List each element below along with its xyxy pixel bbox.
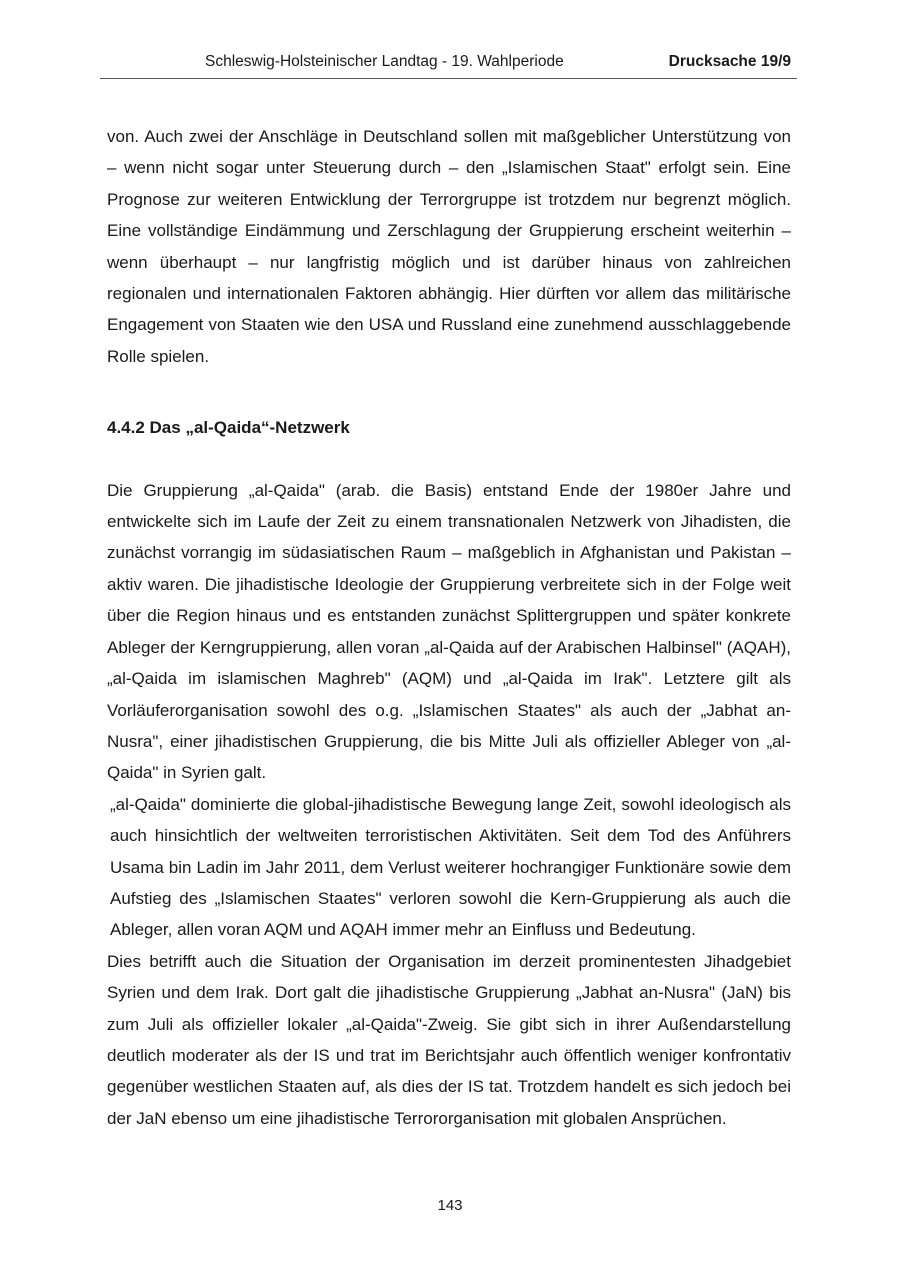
paragraph-3: „al-Qaida" dominierte die global-jihadistische Bewegung lange Zeit, sowohl ideologisch als auch hinsichtlich der weltweiten terroristischen Aktivitäten. Seit dem Tod des Anführers Usama bin Ladin im Jahr 2011, dem Verlust weiterer hochrangiger Funktionäre sowie dem Aufstieg des „Islamischen Staates" verloren sowohl die Kern-Gruppierung als auch die Ableger, allen voran AQM und AQAH immer mehr an Einfluss und Bedeutung. <box>110 794 791 940</box>
document-body <box>107 121 791 1134</box>
header-doc-number: Drucksache 19/9 <box>668 53 791 70</box>
page-number: 143 <box>437 1197 463 1214</box>
paragraph-4: Dies betrifft auch die Situation der Organisation im derzeit prominentesten Jihadgebiet Syrien und dem Irak. Dort galt die jihadistische Gruppierung „Jabhat an-Nusra" (JaN) bis zum Juli als offizieller lokaler „al-Qaida"-Zweig. Sie gibt sich in ihrer Außendarstellung deutlich moderater als der IS und trat im Berichtsjahr auch öffentlich weniger konfrontativ gegenüber westlichen Staaten auf, als dies der IS tat. Trotzdem handelt es sich jedoch bei der JaN ebenso um eine jihadistische Terrororganisation mit globalen Ansprüchen. <box>107 951 791 1128</box>
section-heading: 4.4.2 Das „al-Qaida“-Netzwerk <box>107 418 350 438</box>
page-header <box>100 46 797 79</box>
paragraph-2: Die Gruppierung „al-Qaida" (arab. die Basis) entstand Ende der 1980er Jahre und entwickelte sich im Laufe der Zeit zu einem transnationalen Netzwerk von Jihadisten, die zunächst vorrangig im südasiatischen Raum – maßgeblich in Afghanistan und Pakistan – aktiv waren. Die jihadistische Ideologie der Gruppierung verbreitete sich in der Folge weit über die Region hinaus und es entstanden zunächst Splittergruppen und später konkrete Ableger der Kerngruppierung, allen voran „al-Qaida auf der Arabischen Halbinsel" (AQAH), „al-Qaida im islamischen Maghreb" (AQM) und „al-Qaida im Irak". Letztere gilt als Vorläuferorganisation sowohl des o.g. „Islamischen Staates" als auch der „Jabhat an-Nusra", einer jihadistischen Gruppierung, die bis Mitte Juli als offizieller Ableger von „al-Qaida" in Syrien galt. <box>107 480 791 783</box>
header-title: Schleswig-Holsteinischer Landtag - 19. Wahlperiode <box>205 53 564 70</box>
paragraph-1: von. Auch zwei der Anschläge in Deutschland sollen mit maßgeblicher Unterstützung von – wenn nicht sogar unter Steuerung durch – den „Islamischen Staat" erfolgt sein. Eine Prognose zur weiteren Entwicklung der Terrorgruppe ist trotzdem nur begrenzt möglich. Eine vollständige Eindämmung und Zerschlagung der Gruppierung erscheint weiterhin – wenn überhaupt – nur langfristig möglich und ist darüber hinaus von zahlreichen regionalen und internationalen Faktoren abhängig. Hier dürften vor allem das militärische Engagement von Staaten wie den USA und Russland eine zunehmend ausschlaggebende Rolle spielen. <box>107 127 791 366</box>
